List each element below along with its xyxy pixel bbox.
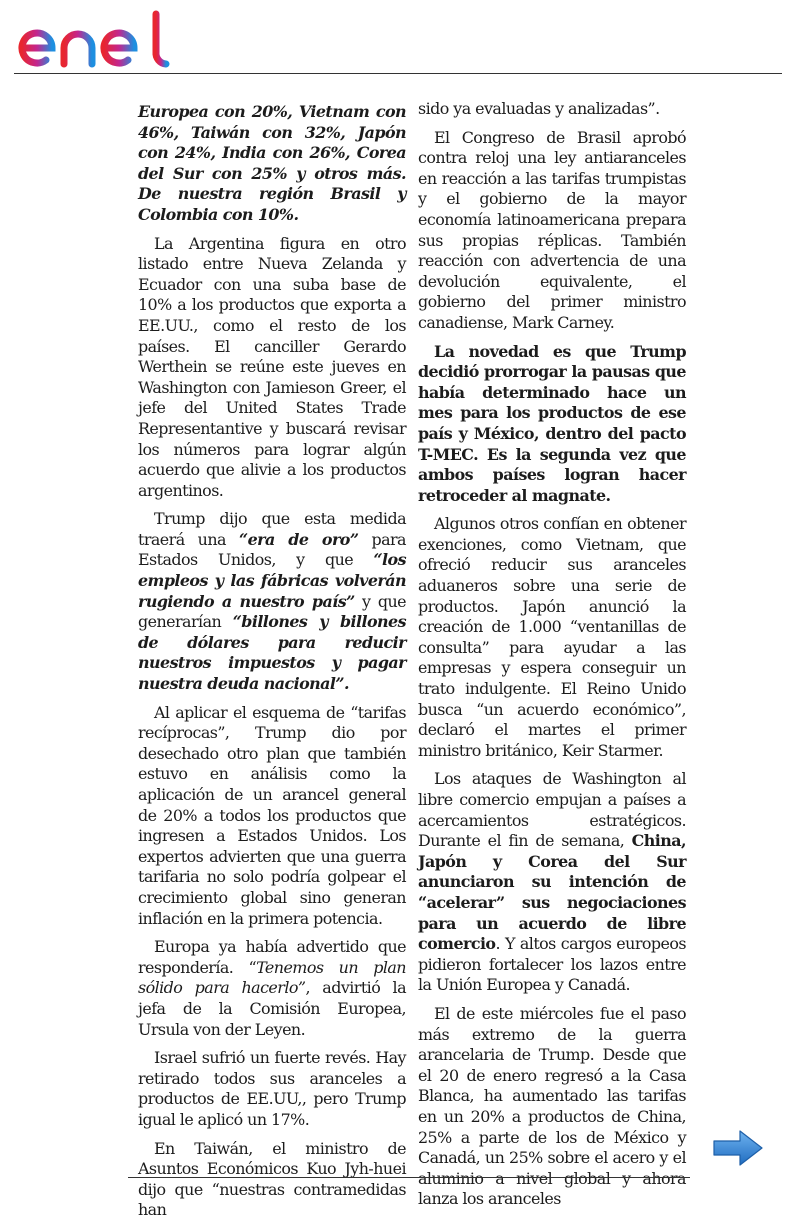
text: Europa ya había advertido que respondería. “ (138, 937, 406, 977)
arrow-right-icon[interactable] (712, 1128, 764, 1168)
footer-rule (128, 1177, 690, 1178)
enel-logo (16, 6, 176, 68)
quote-era-de-oro: “era de oro” (239, 529, 359, 549)
paragraph-5 (138, 937, 406, 1040)
paragraph-3 (138, 509, 406, 694)
paragraph-ataques (418, 769, 686, 996)
paragraph-1: Europea con 20%, Vietnam con 46%, Taiwán con 32%, Japón con 24%, India con 26%, Corea del Sur con 25% y otros más. De nuestra región Brasil y Colombia con 10%. (138, 102, 406, 224)
article-column-left (138, 102, 406, 1229)
paragraph-4: Al aplicar el esquema de “tarifas recíprocas”, Trump dio por desechado otro plan que también estuvo en análisis como la aplicación de un arancel general de 20% a todos los productos que ingresen a Estados Unidos. Los expertos advierten que una guerra tarifaria no solo podría golpear el crecimiento global sino generan inflación en la primera potencia. (138, 702, 406, 928)
paragraph-6: Israel sufrió un fuerte revés. Hay retirado todos sus aranceles a productos de EE.UU,, pero Trump igual le aplicó un 17%. (138, 1048, 406, 1129)
text: , advirtió la jefa de la Comisión Europea, Ursula von der Leyen. (138, 978, 406, 1039)
header-rule (14, 73, 782, 74)
text: Trump dijo que esta medida traerá una (138, 509, 406, 549)
highlight-asia: China, Japón y Corea del Sur anunciaron su intención de “acelerar” sus negociaciones para un acuerdo de libre comercio (418, 831, 686, 954)
quote-empleos: “los empleos y las fábricas volverán rugiendo a nuestro país” (138, 550, 406, 611)
article-column-right (418, 99, 686, 1218)
paragraph-2: La Argentina figura en otro listado entre Nueva Zelanda y Ecuador con una suba base de 10% a los productos que exporta a EE.UU., como el resto de los países. El canciller Gerardo Werthein se reúne este jueves en Washington con Jamieson Greer, el jefe del United States Trade Representantive y buscará revisar los números para lograr algún acuerdo que alivie a los productos argentinos. (138, 233, 406, 500)
paragraph-exenciones: Algunos otros confían en obtener exenciones, como Vietnam, que ofreció reducir sus aranceles aduaneros sobre una serie de productos. Japón anunció la creación de 1.000 “ventanillas de consulta” para ayudar a las empresas y espera conseguir un trato indulgente. El Reino Unido busca “un acuerdo económico”, declaró el martes el primer ministro británico, Keir Starmer. (418, 514, 686, 760)
paragraph-7: En Taiwán, el ministro de Asuntos Económicos Kuo Jyh-huei dijo que “nuestras contramedidas han (138, 1138, 406, 1220)
text: para Estados Unidos, y que (138, 529, 406, 570)
paragraph-continued: sido ya evaluadas y analizadas”. (418, 99, 660, 118)
text: . Y altos cargos europeos pidieron fortalecer los lazos entre la Unión Europea y Canadá. (418, 934, 686, 995)
quote-billones: “billones y billones de dólares para reducir nuestros impuestos y pagar nuestra deuda nacional”. (138, 612, 406, 694)
quote-von-der-leyen: Tenemos un plan sólido para hacerlo” (138, 957, 406, 998)
paragraph-brasil: El Congreso de Brasil aprobó contra reloj una ley antiaranceles en reacción a las tarifas trumpistas y el gobierno de la mayor economía latinoamericana prepara sus propias réplicas. También reacción con advertencia de una devolución equivalente, el gobierno del primer ministro canadiense, Mark Carney. (418, 127, 686, 332)
text: Los ataques de Washington al libre comercio empujan a países a acercamientos estratégicos. Durante el fin de semana, (418, 769, 686, 851)
paragraph-novedad: La novedad es que Trump decidió prorrogar la pausas que había determinado hace un mes para los productos de ese país y México, dentro del pacto T-MEC. Es la segunda vez que ambos países logran hacer retroceder al magnate. (418, 341, 686, 505)
text: y que generarían (138, 591, 406, 632)
paragraph-miercoles: El de este miércoles fue el paso más extremo de la guerra arancelaria de Trump. Desde que el 20 de enero regresó a la Casa Blanca, ha aumentado las tarifas en un 20% a productos de China, 25% a parte de los de México y Canadá, un 25% sobre el acero y el aluminio a nivel global y ahora lanza los aranceles (418, 1003, 686, 1209)
